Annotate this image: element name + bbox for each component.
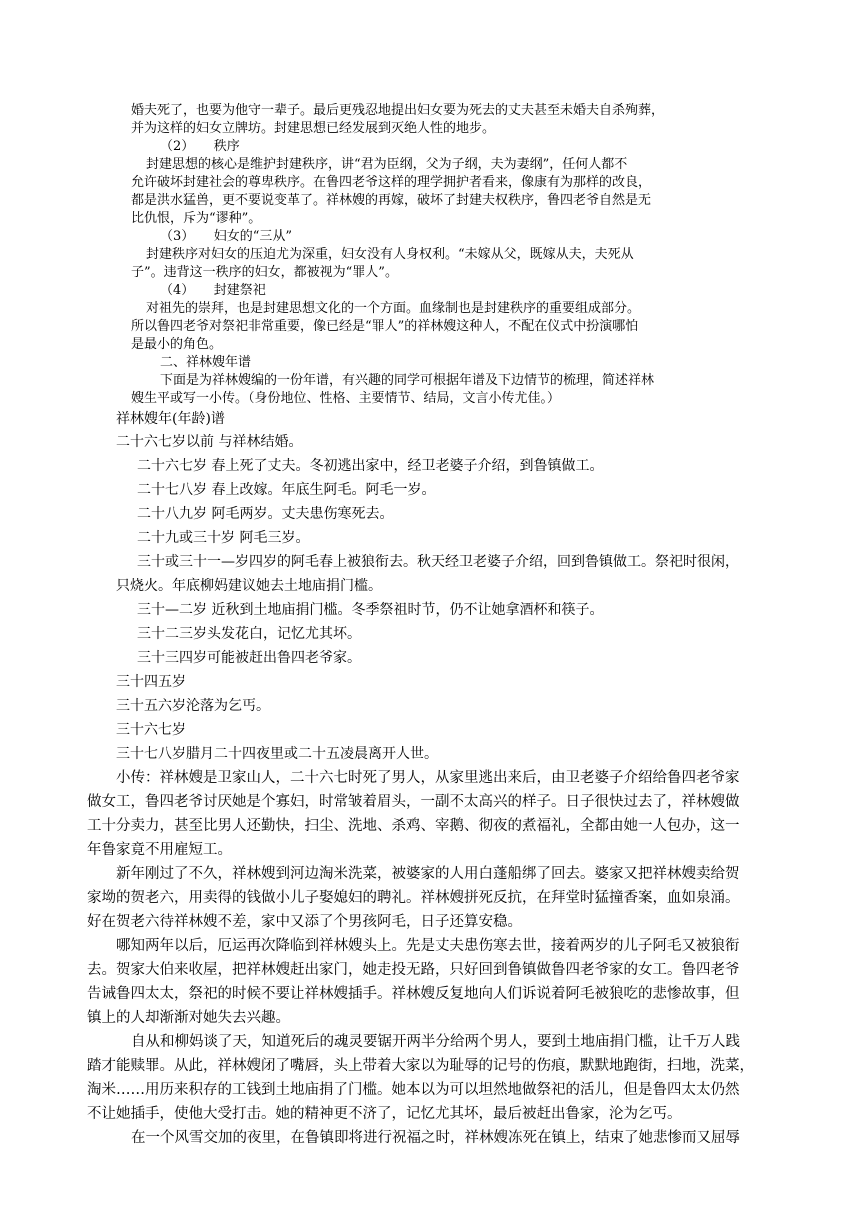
chronology-entry-cont: 只烧火。年底柳妈建议她去土地庙捐门槛。 (116, 578, 382, 594)
bio-line: 告诫鲁四太太，祭祀的时候不要让祥林嫂插手。祥林嫂反复地向人们诉说着阿毛被狼吃的悲惨故事，但 (87, 986, 740, 1002)
bio-line: 去。贺家大伯来收屋，把祥林嫂赶出家门，她走投无路，只好回到鲁镇做鲁四老爷家的女工。鲁四老爷 (87, 962, 740, 978)
chronology-entry: 二十八九岁 阿毛两岁。丈夫患伤寒死去。 (137, 506, 394, 522)
text-line: 下面是为祥林嫂编的一份年谱，有兴趣的同学可根据年谱及下边情节的梳理，简述祥林 (160, 373, 655, 388)
text-line: 封建思想的核心是维护封建秩序，讲“君为臣纲，父为子纲，夫为妻纲”，任何人都不 (146, 157, 628, 172)
bio-line: 新年刚过了不久，祥林嫂到河边淘米洗菜，被婆家的人用白蓬船绑了回去。婆家又把祥林嫂卖给贺 (116, 866, 740, 882)
chronology-entry: 三十五六岁沦落为乞丐。 (116, 698, 270, 714)
chronology-entry: 二十六七岁以前 与祥林结婚。 (116, 434, 303, 450)
text-line: 所以鲁四老爷对祭祀非常重要，像已经是“罪人”的祥林嫂这种人，不配在仪式中扮演哪怕 (131, 319, 639, 334)
chronology-entry: 二十六七岁 春上死了丈夫。冬初逃出家中，经卫老婆子介绍，到鲁镇做工。 (137, 458, 604, 474)
bio-line: 做女工，鲁四老爷讨厌她是个寡妇，时常皱着眉头，一副不太高兴的样子。日子很快过去了，祥林嫂做 (87, 794, 740, 810)
bio-line: 年鲁家竟不用雇短工。 (87, 842, 232, 858)
bio-line: 工十分卖力，甚至比男人还勤快，扫尘、洗地、杀鸡、宰鹅、彻夜的煮福礼，全都由她一人包办，这一 (87, 818, 740, 834)
chronology-entry: 三十六七岁 (116, 722, 186, 738)
bio-line: 在一个风雪交加的夜里，在鲁镇即将进行祝福之时，祥林嫂冻死在镇上，结束了她悲惨而又屈辱 (131, 1130, 740, 1146)
text-line: 并为这样的妇女立牌坊。封建思想已经发展到灭绝人性的地步。 (131, 121, 496, 136)
chronology-entry: 三十或三十一—岁四岁的阿毛春上被狼衔去。秋天经卫老婆子介绍，回到鲁镇做工。祭祀时很闲， (137, 554, 739, 570)
text-line: 婚夫死了，也要为他守一辈子。最后更残忍地提出妇女要为死去的丈夫甚至未婚夫自杀殉葬， (131, 103, 665, 118)
section-heading: 二、祥林嫂年谱 (160, 355, 252, 370)
text-line: 比仇恨，斥为“谬种”。 (131, 211, 262, 226)
text-line: 子”。违背这一秩序的妇女，都被视为“罪人”。 (131, 265, 398, 280)
text-line: 是最小的角色。 (131, 337, 223, 352)
bio-line: 小传：祥林嫂是卫家山人，二十六七时死了男人，从家里逃出来后，由卫老婆子介绍给鲁四老爷家 (116, 770, 740, 786)
bio-line: 踏才能赎罪。从此，祥林嫂闭了嘴唇，头上带着大家以为耻辱的记号的伤痕，默默地跑街，扫地，洗菜， (87, 1058, 754, 1074)
text-line: 封建秩序对妇女的压迫尤为深重，妇女没有人身权利。“未嫁从父，既嫁从夫，夫死从 (146, 247, 634, 262)
chronology-title: 祥林嫂年(年龄)谱 (116, 411, 225, 427)
bio-line: 自从和柳妈谈了天，知道死后的魂灵要锯开两半分给两个男人，要到土地庙捐门槛，让千万人践 (131, 1034, 740, 1050)
chronology-entry: 三十—二岁 近秋到土地庙捐门槛。冬季祭祖时节，仍不让她拿酒杯和筷子。 (137, 602, 604, 618)
chronology-entry: 二十九或三十岁 阿毛三岁。 (137, 530, 310, 546)
text-line: 嫂生平或写一小传。（身份地位、性格、主要情节、结局，文言小传尤佳。） (131, 391, 561, 406)
bio-line: 哪知两年以后，厄运再次降临到祥林嫂头上。先是丈夫患伤寒去世，接着两岁的儿子阿毛又被狼衔 (116, 938, 740, 954)
chronology-entry: 二十七八岁 春上改嫁。年底生阿毛。阿毛一岁。 (137, 482, 436, 498)
bio-line: 淘米……用历来积存的工钱到土地庙捐了门槛。她本以为可以坦然地做祭祀的活儿，但是鲁四太太仍然 (87, 1082, 740, 1098)
bio-line: 镇上的人却渐渐对她失去兴趣。 (87, 1010, 290, 1026)
text-line: 都是洪水猛兽，更不要说变革了。祥林嫂的再嫁，破坏了封建夫权秩序，鲁四老爷自然是无 (131, 193, 652, 208)
bio-line: 好在贺老六待祥林嫂不差，家中又添了个男孩阿毛，日子还算安稳。 (87, 914, 522, 930)
text-line: 允许破坏封建社会的尊卑秩序。在鲁四老爷这样的理学拥护者看来，像康有为那样的改良， (131, 175, 652, 190)
bio-line: 不让她插手，使他大受打击。她的精神更不济了，记忆尤其坏，最后被赶出鲁家，沦为乞丐。 (87, 1106, 682, 1122)
chronology-entry: 三十二三岁头发花白，记忆尤其坏。 (137, 626, 361, 642)
subheading-order: （2） 秩序 (160, 139, 240, 154)
chronology-entry: 三十三四岁可能被赶出鲁四老爷家。 (137, 650, 361, 666)
subheading-three-obediences: （3） 妇女的“三从” (160, 229, 293, 244)
subheading-sacrifice: （4） 封建祭祀 (160, 283, 266, 298)
chronology-entry: 三十四五岁 (116, 674, 186, 690)
bio-line: 家坳的贺老六，用卖得的钱做小儿子娶媳妇的聘礼。祥林嫂拼死反抗，在拜堂时猛撞香案，血如泉涌。 (87, 890, 740, 906)
text-line: 对祖先的崇拜，也是封建思想文化的一个方面。血缘制也是封建秩序的重要组成部分。 (146, 301, 641, 316)
chronology-entry: 三十七八岁腊月二十四夜里或二十五凌晨离开人世。 (116, 746, 438, 762)
